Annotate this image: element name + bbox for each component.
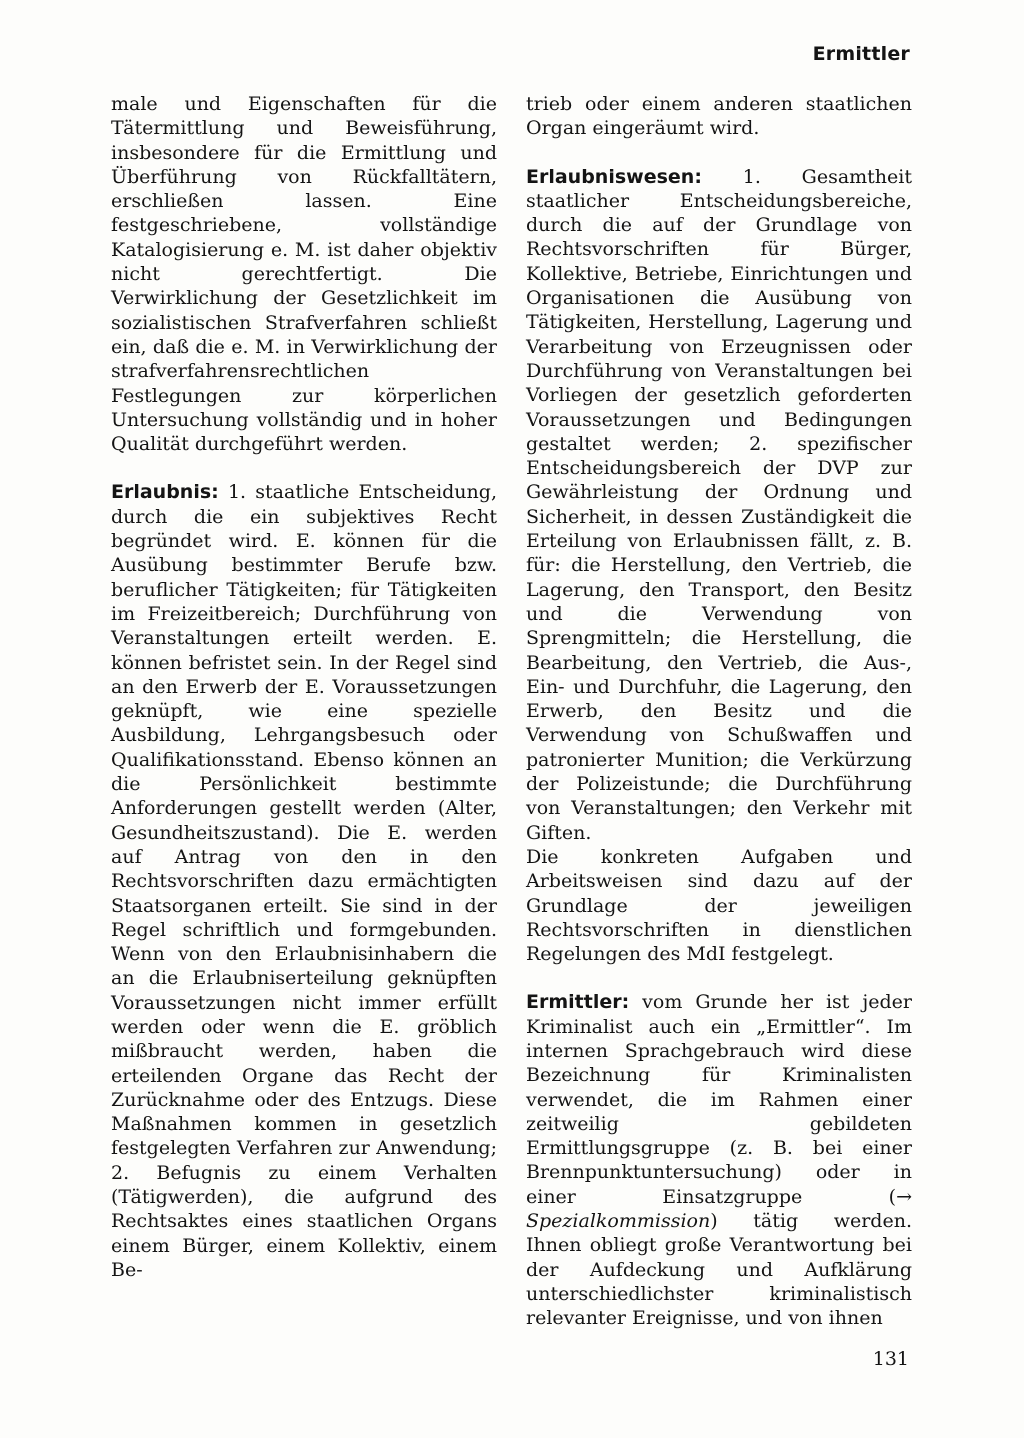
entry-text: vom Grunde her ist jeder Kriminalist auch ein „Ermittler“. Im internen Sprachgebrauch wird diese Bezeichnung für Kriminalisten verwendet, die im Rahmen einer zeitweilig gebildeten Ermittlungsgruppe (z. B. bei einer Brennpunktuntersuchung) oder in einer Einsatzgruppe (	[526, 991, 912, 1208]
continuation-paragraph: male und Eigenschaften für die Tätermittlung und Beweisführung, insbesondere für die Ermittlung und Überführung von Rückfalltätern, erschließen lassen. Eine festgeschriebene, vollständige Katalogisierung e. M. ist daher objektiv nicht gerechtfertigt. Die Verwirklichung der Gesetzlichkeit im sozialistischen Strafverfahren schließt ein, daß die e. M. in Verwirklichung der strafverfahrensrechtlichen Festlegungen zur körperlichen Untersuchung vollständig und in hoher Qualität durchgeführt werden.	[111, 93, 497, 456]
entry-term: Erlaubniswesen:	[526, 165, 702, 188]
entry-spacer	[526, 141, 912, 165]
entry-erlaubniswesen	[526, 165, 912, 845]
left-column	[111, 92, 497, 1282]
continuation-paragraph: trieb oder einem anderen staatlichen Organ eingeräumt wird.	[526, 93, 912, 140]
entry-term: Ermittler:	[526, 991, 630, 1014]
cross-reference-term: Spezialkommission	[526, 1210, 711, 1233]
entry-erlaubniswesen-paragraph-2: Die konkreten Aufgaben und Arbeitsweisen sind dazu auf der Grundlage der jeweiligen Rechtsvorschriften in dienstlichen Regelungen des MdI festgelegt.	[526, 845, 912, 966]
entry-spacer	[111, 456, 497, 480]
right-column	[526, 92, 912, 1331]
entry-erlaubnis	[111, 480, 497, 1282]
entry-ermittler	[526, 990, 912, 1330]
running-head: Ermittler	[812, 43, 910, 65]
entry-term: Erlaubnis:	[111, 481, 219, 504]
entry-text-continued: ) tätig werden. Ihnen obliegt große Verantwortung bei der Aufdeckung und Aufklärung unterschiedlichster kriminalistisch relevanter Ereignisse, und von ihnen	[526, 1210, 912, 1330]
cross-reference-arrow: →	[896, 1185, 912, 1208]
entry-text: 1. staatliche Entscheidung, durch die ein subjektives Recht begründet wird. E. können für die Ausübung bestimmter Berufe bzw. beruflicher Tätigkeiten; für Tätigkeiten im Freizeitbereich; Durchführung von Veranstaltungen erteilt werden. E. können befristet sein. In der Regel sind an den Erwerb der E. Voraussetzungen geknüpft, wie eine spezielle Ausbildung, Lehrgangsbesuch oder Qualifikationsstand. Ebenso können an die Persönlichkeit bestimmte Anforderungen gestellt werden (Alter, Gesundheitszustand). Die E. werden auf Antrag von den in den Rechtsvorschriften dazu ermächtigten Staatsorganen erteilt. Sie sind in der Regel schriftlich und formgebunden. Wenn von den Erlaubnisinhabern die an die Erlaubniserteilung geknüpften Voraussetzungen nicht immer erfüllt werden oder wenn die E. gröblich mißbraucht werden, haben die erteilenden Organe das Recht der Zurücknahme oder des Entzugs. Diese Maßnahmen kommen in gesetzlich festgelegten Verfahren zur Anwendung; 2. Befugnis zu einem Verhalten (Tätigwerden), die aufgrund des Rechtsaktes eines staatlichen Organs einem Bürger, einem Kollektiv, einem Be-	[111, 481, 497, 1281]
page-number: 131	[872, 1348, 909, 1370]
entry-spacer	[526, 966, 912, 990]
entry-text: 1. Gesamtheit staatlicher Entscheidungsbereiche, durch die auf der Grundlage von Rechtsvorschriften für Bürger, Kollektive, Betriebe, Einrichtungen und Organisationen die Ausübung von Tätigkeiten, Herstellung, Lagerung und Verarbeitung von Erzeugnissen oder Durchführung von Veranstaltungen bei Vorliegen der gesetzlich geforderten Voraussetzungen und Bedingungen gestaltet werden; 2. spezifischer Entscheidungsbereich der DVP zur Gewährleistung der Ordnung und Sicherheit, in dessen Zuständigkeit die Erteilung von Erlaubnissen fällt, z. B. für: die Herstellung, den Vertrieb, die Lagerung, den Transport, den Besitz und die Verwendung von Sprengmitteln; die Herstellung, die Bearbeitung, den Vertrieb, die Aus-, Ein- und Durchfuhr, die Lagerung, den Erwerb, den Besitz und die Verwendung von Schußwaffen und patronierter Munition; die Verkürzung der Polizeistunde; die Durchführung von Veranstaltungen; den Verkehr mit Giften.	[526, 165, 913, 844]
